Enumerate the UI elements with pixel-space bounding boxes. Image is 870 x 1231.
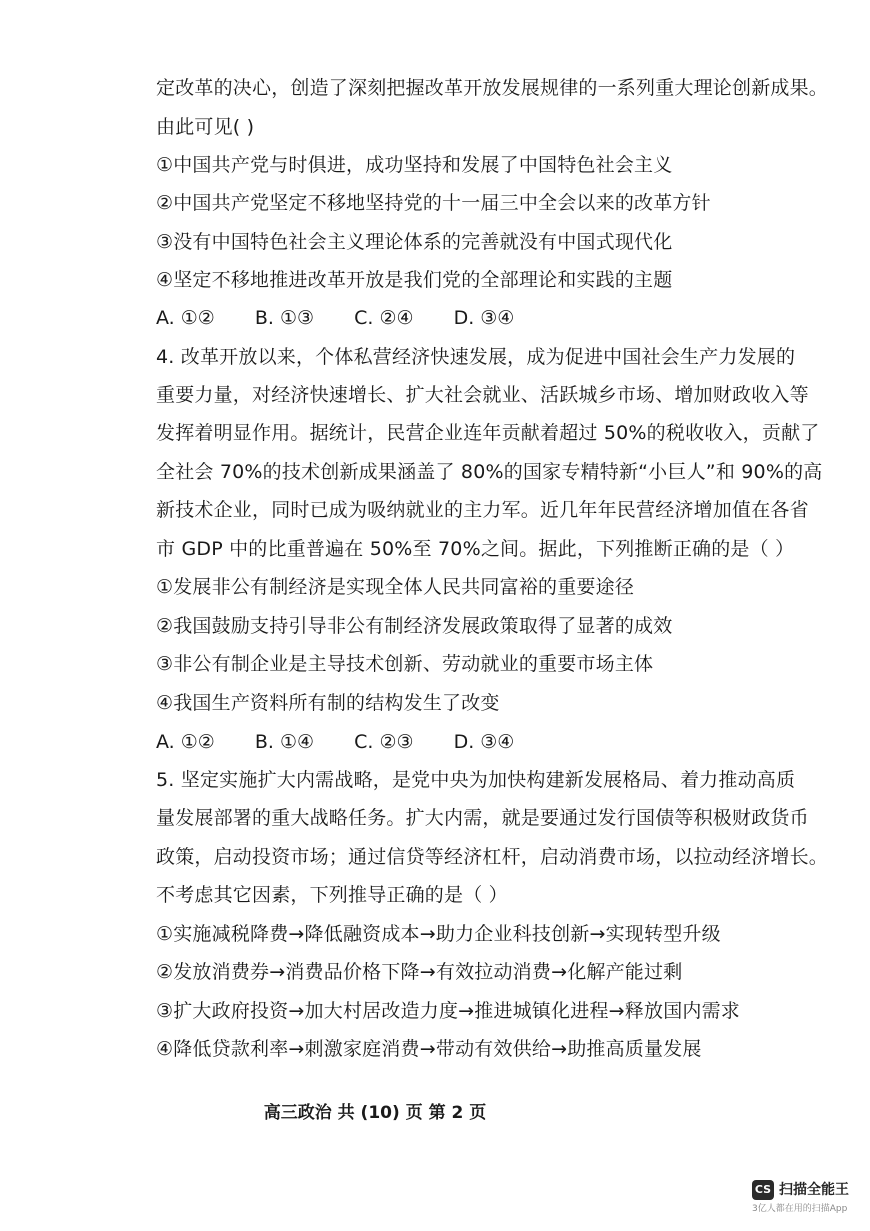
q4-options [156, 730, 548, 754]
camscanner-logo-icon: CS [752, 1180, 774, 1200]
q4-option-c[interactable]: C. ②③ [354, 731, 414, 753]
q3-options [156, 306, 548, 330]
q5-statement-3: ③扩大政府投资→加大村居改造力度→推进城镇化进程→释放国内需求 [156, 1000, 740, 1022]
q4-option-d[interactable]: D. ③④ [453, 731, 515, 753]
q3-statement-4: ④坚定不移地推进改革开放是我们党的全部理论和实践的主题 [156, 269, 673, 291]
page-footer [0, 1098, 870, 1123]
q3-option-c[interactable]: C. ②④ [354, 307, 414, 329]
q5-statement-2: ②发放消费券→消费品价格下降→有效拉动消费→化解产能过剩 [156, 961, 683, 983]
q4-stem-line-1: 4. 改革开放以来，个体私营经济快速发展，成为促进中国社会生产力发展的 [156, 346, 796, 368]
q4-stem-line-6: 市 GDP 中的比重普遍在 50%至 70%之间。据此，下列推断正确的是（ ） [156, 538, 795, 560]
q5-stem-line-3: 政策，启动投资市场；通过信贷等经济杠杆，启动消费市场，以拉动经济增长。 [156, 846, 829, 868]
q5-statement-4: ④降低贷款利率→刺激家庭消费→带动有效供给→助推高质量发展 [156, 1038, 702, 1060]
q4-stem-line-3: 发挥着明显作用。据统计，民营企业连年贡献着超过 50%的税收收入，贡献了 [156, 422, 820, 444]
q4-stem-line-4: 全社会 70%的技术创新成果涵盖了 80%的国家专精特新“小巨人”和 90%的高 [156, 461, 823, 483]
q3-statement-1: ①中国共产党与时俱进，成功坚持和发展了中国特色社会主义 [156, 154, 673, 176]
q4-option-a[interactable]: A. ①② [156, 731, 215, 753]
scanner-brand-name: 扫描全能王 [779, 1182, 849, 1198]
q5-stem-line-4: 不考虑其它因素，下列推导正确的是（ ） [156, 884, 508, 906]
q3-option-b[interactable]: B. ①③ [254, 307, 315, 329]
scanner-tagline: 3亿人都在用的扫描App [752, 1204, 848, 1214]
page-footer-text: 高三政治 共 (10) 页 第 2 页 [263, 1103, 487, 1123]
q5-statement-1: ①实施减税降费→降低融资成本→助力企业科技创新→实现转型升级 [156, 923, 721, 945]
q4-statement-3: ③非公有制企业是主导技术创新、劳动就业的重要市场主体 [156, 653, 654, 675]
scanner-watermark [752, 1178, 862, 1218]
q5-stem-line-2: 量发展部署的重大战略任务。扩大内需，就是要通过发行国债等积极财政货币 [156, 807, 809, 829]
q4-statement-1: ①发展非公有制经济是实现全体人民共同富裕的重要途径 [156, 576, 635, 598]
q5-stem-line-1: 5. 坚定实施扩大内需战略，是党中央为加快构建新发展格局、着力推动高质 [156, 769, 796, 791]
q4-statement-4: ④我国生产资料所有制的结构发生了改变 [156, 692, 500, 714]
q3-option-a[interactable]: A. ①② [156, 307, 215, 329]
q3-stem-line-1: 定改革的决心，创造了深刻把握改革开放发展规律的一系列重大理论创新成果。 [156, 77, 829, 99]
q3-stem-line-2: 由此可见( ) [156, 116, 255, 138]
q3-statement-2: ②中国共产党坚定不移地坚持党的十一届三中全会以来的改革方针 [156, 192, 711, 214]
q3-option-d[interactable]: D. ③④ [453, 307, 515, 329]
q4-option-b[interactable]: B. ①④ [254, 731, 315, 753]
q4-stem-line-5: 新技术企业，同时已成为吸纳就业的主力军。近几年年民营经济增加值在各省 [156, 499, 809, 521]
q3-statement-3: ③没有中国特色社会主义理论体系的完善就没有中国式现代化 [156, 231, 673, 253]
q4-statement-2: ②我国鼓励支持引导非公有制经济发展政策取得了显著的成效 [156, 615, 673, 637]
q4-stem-line-2: 重要力量，对经济快速增长、扩大社会就业、活跃城乡市场、增加财政收入等 [156, 384, 809, 406]
